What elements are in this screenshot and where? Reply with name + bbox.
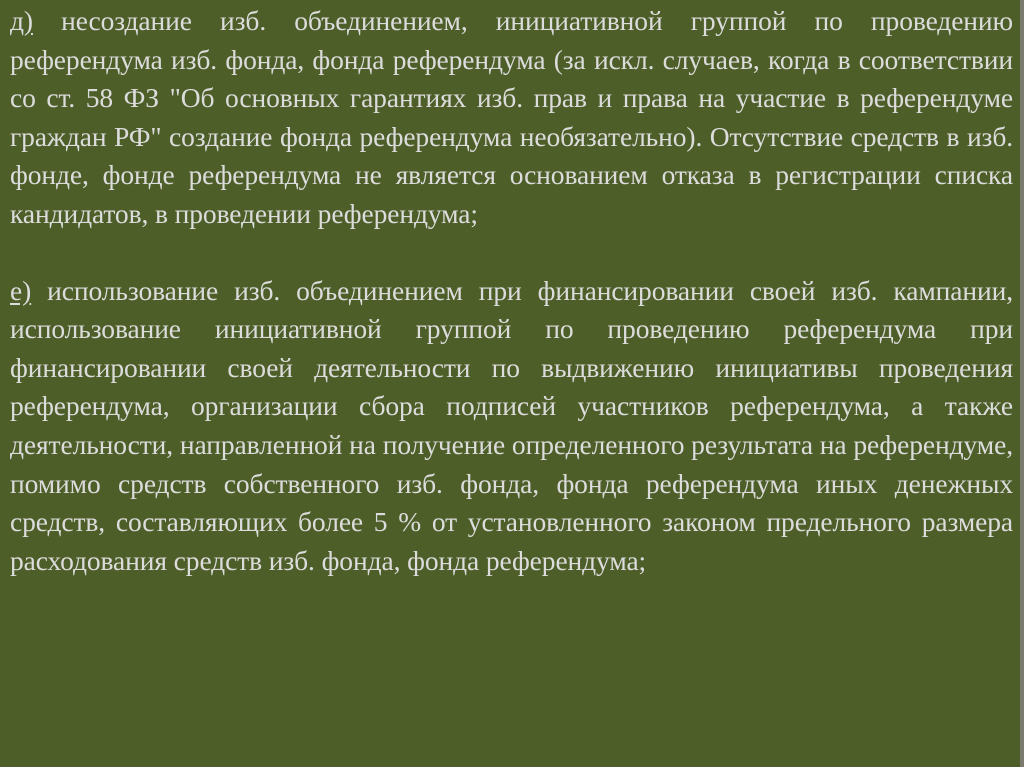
right-edge-bar bbox=[1020, 0, 1024, 767]
item-marker-e: е) bbox=[10, 274, 32, 306]
paragraph-e-text: использование изб. объединением при финансировании своей изб. кампании, использование инициативной группой по проведению референдума при финансировании своей деятельности по выдвижению инициативы проведения референдума, организации сбора подписей участников референдума, а также деятельности, направленной на получение определенного результата на референдуме, помимо средств собственного изб. фонда, фонда референдума иных денежных средств, составляющих более 5 % от установленного законом предельного размера расходования средств изб. фонда, фонда референдума; bbox=[10, 274, 1013, 576]
slide-content bbox=[10, 2, 1013, 580]
paragraph-d bbox=[10, 2, 1013, 234]
item-marker-d: д) bbox=[10, 5, 33, 36]
paragraph-d-text: несоздание изб. объединением, инициативной группой по проведению референдума изб. фонда, фонда референдума (за искл. случаев, когда в соответствии со ст. 58 ФЗ "Об основных гарантиях изб. прав и права на участие в референдуме граждан РФ" создание фонда референдума необязательно). Отсутствие средств в изб. фонде, фонде референдума не является основанием отказа в регистрации списка кандидатов, в проведении референдума; bbox=[10, 5, 1013, 229]
paragraph-e bbox=[10, 272, 1013, 581]
